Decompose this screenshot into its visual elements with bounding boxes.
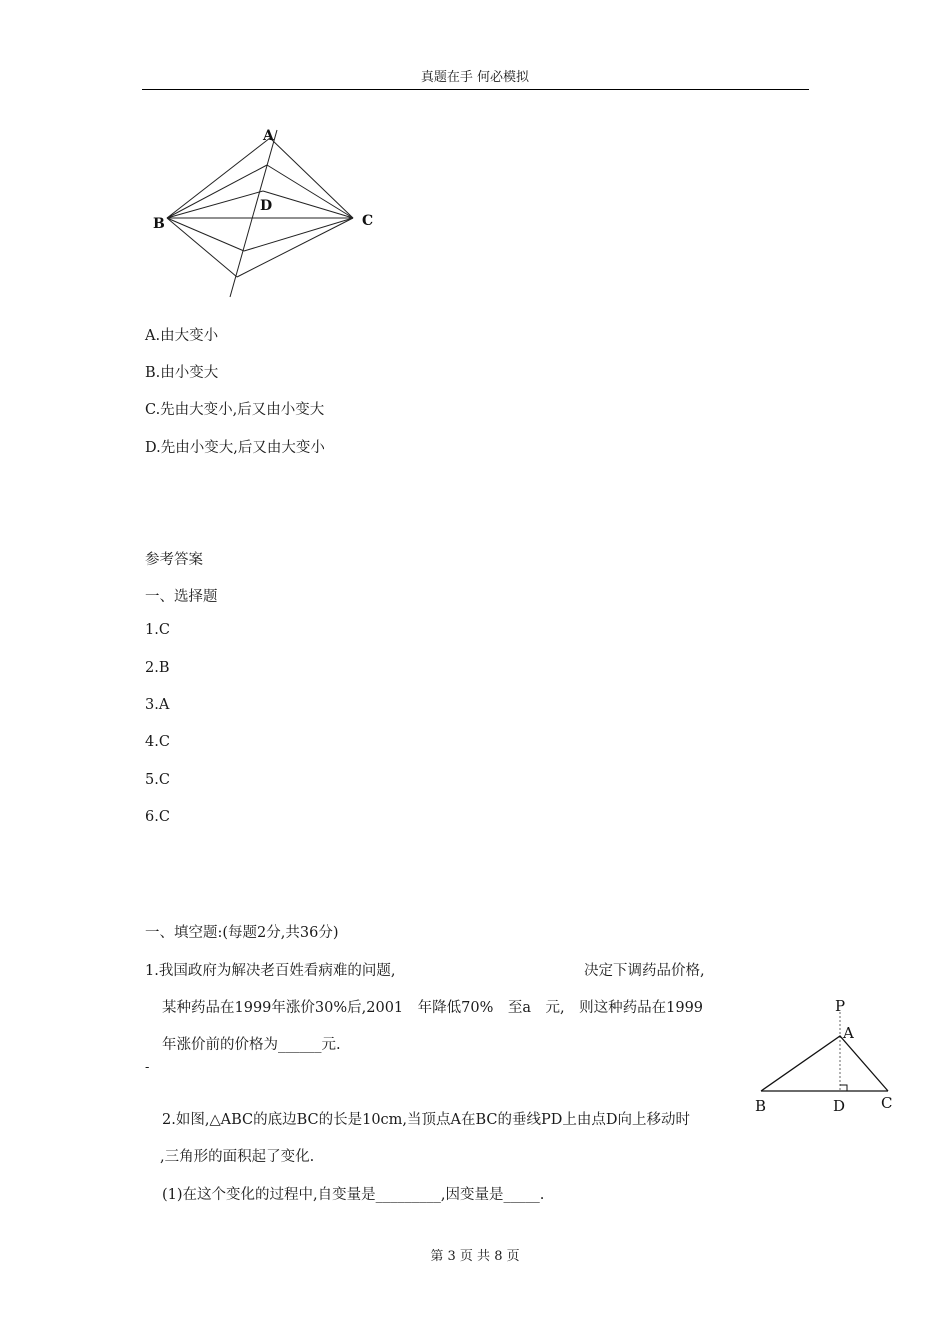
label-b: B <box>755 1097 767 1115</box>
answer-item: 4.C <box>145 734 170 750</box>
stray-mark: - <box>145 1060 150 1075</box>
q1-line2: 某种药品在1999年涨价30%后,2001 年降低70% 至a 元, 则这种药品在1999 <box>162 1000 704 1016</box>
answers-section-title: 一、选择题 <box>145 589 218 605</box>
q2-line1: 2.如图,△ABC的底边BC的长是10cm,当顶点A在BC的垂线PD上由点D向上移动时 <box>162 1112 691 1128</box>
fill-heading: 一、填空题:(每题2分,共36分) <box>145 925 339 941</box>
answer-item: 6.C <box>145 809 170 825</box>
label-a: A <box>263 128 274 144</box>
figure-triangle-diagram <box>745 990 905 1120</box>
label-a: A <box>843 1024 854 1042</box>
option-a: A.由大变小 <box>145 328 219 344</box>
label-c: C <box>362 213 374 229</box>
right-angle-mark <box>840 1085 847 1091</box>
header-rule <box>142 89 809 90</box>
option-b: B.由小变大 <box>145 365 219 381</box>
label-p: P <box>835 997 846 1015</box>
line-ba <box>167 138 273 218</box>
label-c: C <box>881 1094 893 1112</box>
q1-line1-left: 1.我国政府为解决老百姓看病难的问题, <box>145 963 396 979</box>
answer-item: 5.C <box>145 772 170 788</box>
q2-line3: (1)在这个变化的过程中,自变量是_________,因变量是_____. <box>162 1187 545 1203</box>
q1-line3: 年涨价前的价格为______元. <box>162 1037 341 1053</box>
option-d: D.先由小变大,后又由大变小 <box>145 440 325 456</box>
label-b: B <box>153 216 165 232</box>
q1-line1-right: 决定下调药品价格, <box>584 963 705 979</box>
figure-quadrilateral-diagram <box>145 125 385 305</box>
label-d: D <box>833 1097 846 1115</box>
q2-line2: ,三角形的面积起了变化. <box>160 1149 315 1165</box>
option-c: C.先由大变小,后又由小变大 <box>145 402 325 418</box>
answer-item: 2.B <box>145 660 170 676</box>
label-d: D <box>260 198 273 214</box>
page-header-title: 真题在手 何必模拟 <box>420 70 530 85</box>
triangle-abc <box>761 1036 888 1091</box>
page-footer: 第 3 页 共 8 页 <box>430 1249 520 1264</box>
answer-item: 3.A <box>145 697 170 713</box>
answer-item: 1.C <box>145 622 170 638</box>
answers-heading: 参考答案 <box>145 552 203 568</box>
